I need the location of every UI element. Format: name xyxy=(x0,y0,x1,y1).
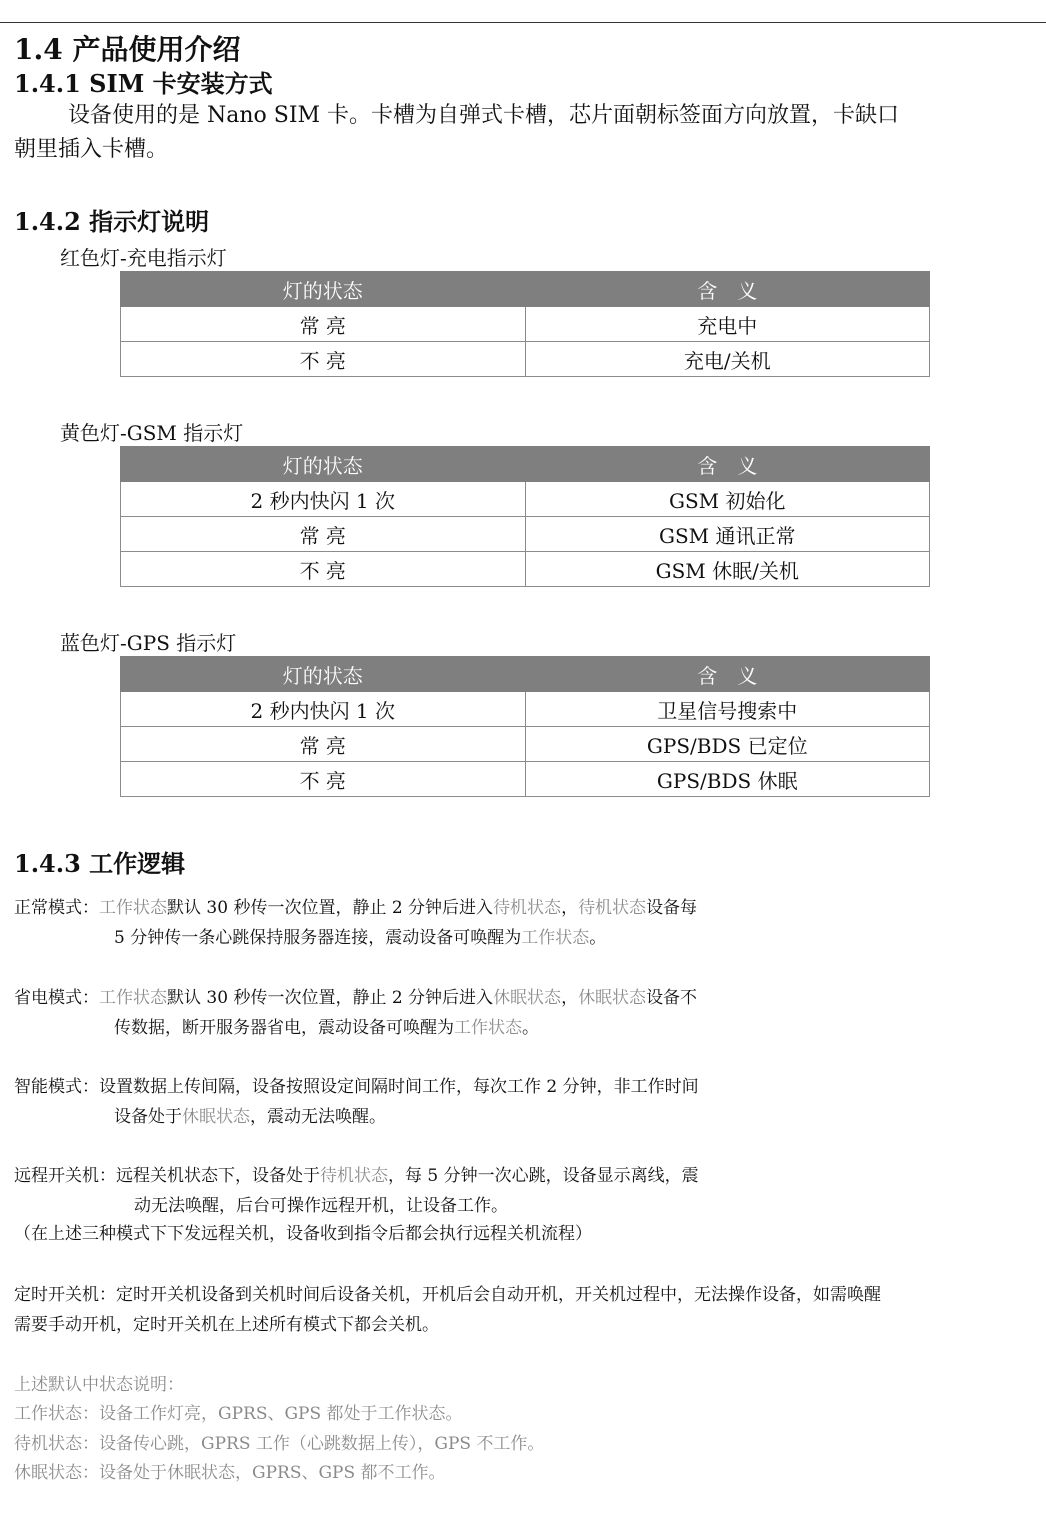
remote-power-text: 远程关机状态下，设备处于 xyxy=(116,1166,320,1186)
sim-heading: 1.4.1 SIM 卡安装方式 xyxy=(14,69,273,98)
remote-power-line-1 xyxy=(14,1161,699,1186)
table-row xyxy=(121,762,930,797)
header-state: 灯的状态 xyxy=(121,657,526,692)
cell-meaning: GSM 休眠/关机 xyxy=(525,552,930,587)
work-state-text: 工作状态 xyxy=(99,898,167,918)
timer-power-line-2: 需要手动开机，定时开关机在上述所有模式下都会关机。 xyxy=(14,1315,439,1335)
status-notes-title: 上述默认中状态说明： xyxy=(14,1375,184,1395)
sim-line-2: 朝里插入卡槽。 xyxy=(14,137,169,162)
header-state: 灯的状态 xyxy=(121,272,526,307)
table-row xyxy=(121,307,930,342)
work-state-text: 工作状态 xyxy=(454,1018,522,1038)
standby-state-text: 待机状态 xyxy=(578,898,647,918)
smart-mode-line-1 xyxy=(14,1072,699,1097)
remote-power-label: 远程开关机： xyxy=(14,1166,116,1186)
smart-mode-label: 智能模式： xyxy=(14,1077,99,1097)
cell-state: 2 秒内快闪 1 次 xyxy=(121,692,526,727)
section-title: 1.4 产品使用介绍 xyxy=(14,33,241,66)
blue-light-table xyxy=(120,656,930,797)
indicator-heading: 1.4.2 指示灯说明 xyxy=(14,207,210,236)
table-row xyxy=(121,342,930,377)
power-save-label: 省电模式： xyxy=(14,988,99,1008)
top-rule xyxy=(0,22,1046,23)
remote-power-text: ，每 5 分钟一次心跳，设备显示离线，震 xyxy=(388,1166,699,1186)
normal-text: 设备每 xyxy=(646,898,698,918)
smart-mode-text: 设备处于 xyxy=(114,1107,182,1127)
status-note-sleep: 休眠状态：设备处于休眠状态，GPRS、GPS 都不工作。 xyxy=(14,1463,446,1483)
table-header-row xyxy=(121,447,930,482)
cell-state: 不 亮 xyxy=(121,342,526,377)
logic-heading: 1.4.3 工作逻辑 xyxy=(14,849,186,878)
table-row xyxy=(121,552,930,587)
blue-light-title: 蓝色灯-GPS 指示灯 xyxy=(60,631,237,655)
remote-power-line-2: 动无法唤醒，后台可操作远程开机，让设备工作。 xyxy=(134,1196,508,1216)
work-state-text: 工作状态 xyxy=(99,988,167,1008)
work-state-text: 工作状态 xyxy=(521,928,590,948)
standby-state-text: 待机状态 xyxy=(493,898,562,918)
normal-text: ， xyxy=(561,898,579,918)
smart-mode-text: ，震动无法唤醒。 xyxy=(250,1107,386,1127)
red-light-table xyxy=(120,271,930,377)
status-note-work: 工作状态：设备工作灯亮，GPRS、GPS 都处于工作状态。 xyxy=(14,1404,463,1424)
cell-state: 不 亮 xyxy=(121,552,526,587)
cell-meaning: 充电中 xyxy=(525,307,930,342)
yellow-light-table xyxy=(120,446,930,587)
sleep-state-text: 休眠状态 xyxy=(578,988,647,1008)
table-row xyxy=(121,482,930,517)
header-meaning: 含 义 xyxy=(525,272,930,307)
power-save-text: 设备不 xyxy=(646,988,698,1008)
cell-meaning: 充电/关机 xyxy=(525,342,930,377)
power-save-text: 默认 30 秒传一次位置，静止 2 分钟后进入 xyxy=(167,988,494,1008)
header-state: 灯的状态 xyxy=(121,447,526,482)
cell-meaning: GPS/BDS 休眠 xyxy=(525,762,930,797)
normal-text: 默认 30 秒传一次位置，静止 2 分钟后进入 xyxy=(167,898,494,918)
red-light-title: 红色灯-充电指示灯 xyxy=(60,246,227,270)
cell-meaning: GPS/BDS 已定位 xyxy=(525,727,930,762)
normal-mode-label: 正常模式： xyxy=(14,898,99,918)
smart-mode-line-2 xyxy=(114,1102,386,1127)
normal-text: 。 xyxy=(589,928,607,948)
header-meaning: 含 义 xyxy=(525,657,930,692)
sleep-state-text: 休眠状态 xyxy=(182,1107,250,1127)
yellow-light-title: 黄色灯-GSM 指示灯 xyxy=(60,421,244,445)
normal-mode-line-1 xyxy=(14,893,697,918)
cell-state: 常 亮 xyxy=(121,307,526,342)
status-note-standby: 待机状态：设备传心跳，GPRS 工作（心跳数据上传），GPS 不工作。 xyxy=(14,1434,545,1454)
standby-state-text: 待机状态 xyxy=(320,1166,388,1186)
power-save-line-1 xyxy=(14,983,697,1008)
cell-meaning: 卫星信号搜索中 xyxy=(525,692,930,727)
sim-line-1: 设备使用的是 Nano SIM 卡。卡槽为自弹式卡槽，芯片面朝标签面方向放置，卡缺口 xyxy=(68,103,900,128)
power-save-text: 传数据，断开服务器省电，震动设备可唤醒为 xyxy=(114,1018,454,1038)
cell-state: 常 亮 xyxy=(121,517,526,552)
sleep-state-text: 休眠状态 xyxy=(493,988,562,1008)
table-header-row xyxy=(121,657,930,692)
cell-state: 常 亮 xyxy=(121,727,526,762)
cell-state: 2 秒内快闪 1 次 xyxy=(121,482,526,517)
table-header-row xyxy=(121,272,930,307)
normal-text: 5 分钟传一条心跳保持服务器连接，震动设备可唤醒为 xyxy=(114,928,522,948)
power-save-line-2 xyxy=(114,1013,539,1038)
timer-power-line-1: 定时开关机：定时开关机设备到关机时间后设备关机，开机后会自动开机，开关机过程中，无法操作设备，如需唤醒 xyxy=(14,1285,881,1305)
header-meaning: 含 义 xyxy=(525,447,930,482)
table-row xyxy=(121,517,930,552)
normal-mode-line-2 xyxy=(114,923,606,948)
power-save-text: ， xyxy=(561,988,579,1008)
remote-power-note: （在上述三种模式下下发远程关机，设备收到指令后都会执行远程关机流程） xyxy=(14,1224,592,1244)
table-row xyxy=(121,727,930,762)
smart-mode-text: 设置数据上传间隔，设备按照设定间隔时间工作，每次工作 2 分钟，非工作时间 xyxy=(99,1077,699,1097)
table-row xyxy=(121,692,930,727)
cell-meaning: GSM 初始化 xyxy=(525,482,930,517)
power-save-text: 。 xyxy=(522,1018,539,1038)
cell-state: 不 亮 xyxy=(121,762,526,797)
cell-meaning: GSM 通讯正常 xyxy=(525,517,930,552)
